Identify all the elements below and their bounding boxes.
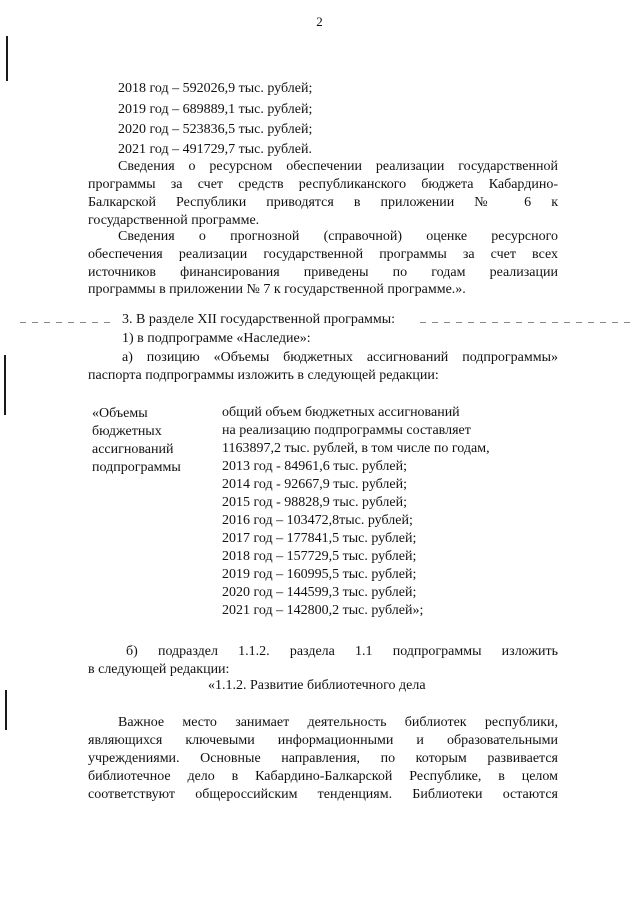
- section-heading: 3. В разделе XII государственной программы:: [122, 312, 396, 327]
- paragraph-line: программы за счет средств республиканского бюджета Кабардино-: [88, 177, 558, 192]
- paragraph-line: учреждениями. Основные направления, по которым развивается: [88, 751, 558, 766]
- item-line: а) позицию «Объемы бюджетных ассигнований подпрограммы»: [122, 350, 558, 365]
- item-line: паспорта подпрограммы изложить в следующей редакции:: [88, 368, 439, 383]
- table-right-line: 2017 год – 177841,5 тыс. рублей;: [222, 531, 417, 546]
- subheading: «1.1.2. Развитие библиотечного дела: [208, 678, 426, 693]
- paragraph-line: соответствуют общероссийским тенденциям. Библиотеки остаются: [88, 787, 558, 802]
- table-left-label: «Объемы: [92, 406, 148, 421]
- paragraph-line: государственной программе.: [88, 213, 260, 228]
- table-right-line: 2016 год – 103472,8тыс. рублей;: [222, 513, 413, 528]
- scan-edge: [6, 36, 8, 81]
- table-right-line: 2013 год - 84961,6 тыс. рублей;: [222, 459, 408, 474]
- paragraph-line: Сведения о ресурсном обеспечении реализации государственной: [118, 159, 558, 174]
- item-line: в следующей редакции:: [88, 662, 230, 677]
- table-right-line: 2020 год – 144599,3 тыс. рублей;: [222, 585, 417, 600]
- table-right-line: 2018 год – 157729,5 тыс. рублей;: [222, 549, 417, 564]
- paragraph-line: являющихся ключевыми информационными и образовательными: [88, 733, 558, 748]
- table-left-label: ассигнований: [92, 442, 174, 457]
- table-right-line: 2015 год - 98828,9 тыс. рублей;: [222, 495, 408, 510]
- budget-line: 2018 год – 592026,9 тыс. рублей;: [118, 81, 313, 96]
- paragraph-line: Важное место занимает деятельность библиотек республики,: [118, 715, 558, 730]
- table-right-line: на реализацию подпрограммы составляет: [222, 423, 471, 438]
- scan-artifact-line: [420, 322, 630, 323]
- budget-line: 2019 год – 689889,1 тыс. рублей;: [118, 102, 313, 117]
- scan-edge: [5, 690, 7, 730]
- paragraph-line: библиотечное дело в Кабардино-Балкарской Республике, в целом: [88, 769, 558, 784]
- paragraph-line: Балкарской Республики приводятся в приложении № 6 к: [88, 195, 558, 210]
- table-right-line: 2014 год - 92667,9 тыс. рублей;: [222, 477, 408, 492]
- scan-artifact-line: [20, 322, 115, 323]
- scan-edge: [4, 355, 6, 415]
- paragraph-line: программы в приложении № 7 к государственной программе.».: [88, 282, 466, 297]
- item-line: 1) в подпрограмме «Наследие»:: [122, 331, 311, 346]
- paragraph-line: источников финансирования приведены по годам реализации: [88, 265, 558, 280]
- paragraph-line: Сведения о прогнозной (справочной) оценке ресурсного: [118, 229, 558, 244]
- table-right-line: 2019 год – 160995,5 тыс. рублей;: [222, 567, 417, 582]
- item-line: б) подраздел 1.1.2. раздела 1.1 подпрограммы изложить: [126, 644, 558, 659]
- table-right-line: 1163897,2 тыс. рублей, в том числе по годам,: [222, 441, 490, 456]
- table-left-label: подпрограммы: [92, 460, 181, 475]
- table-left-label: бюджетных: [92, 424, 162, 439]
- table-right-line: общий объем бюджетных ассигнований: [222, 405, 460, 420]
- paragraph-line: обеспечения реализации государственной программы за счет всех: [88, 247, 558, 262]
- budget-line: 2020 год – 523836,5 тыс. рублей;: [118, 122, 313, 137]
- page-number: 2: [316, 14, 323, 29]
- table-right-line: 2021 год – 142800,2 тыс. рублей»;: [222, 603, 424, 618]
- budget-line: 2021 год – 491729,7 тыс. рублей.: [118, 142, 312, 157]
